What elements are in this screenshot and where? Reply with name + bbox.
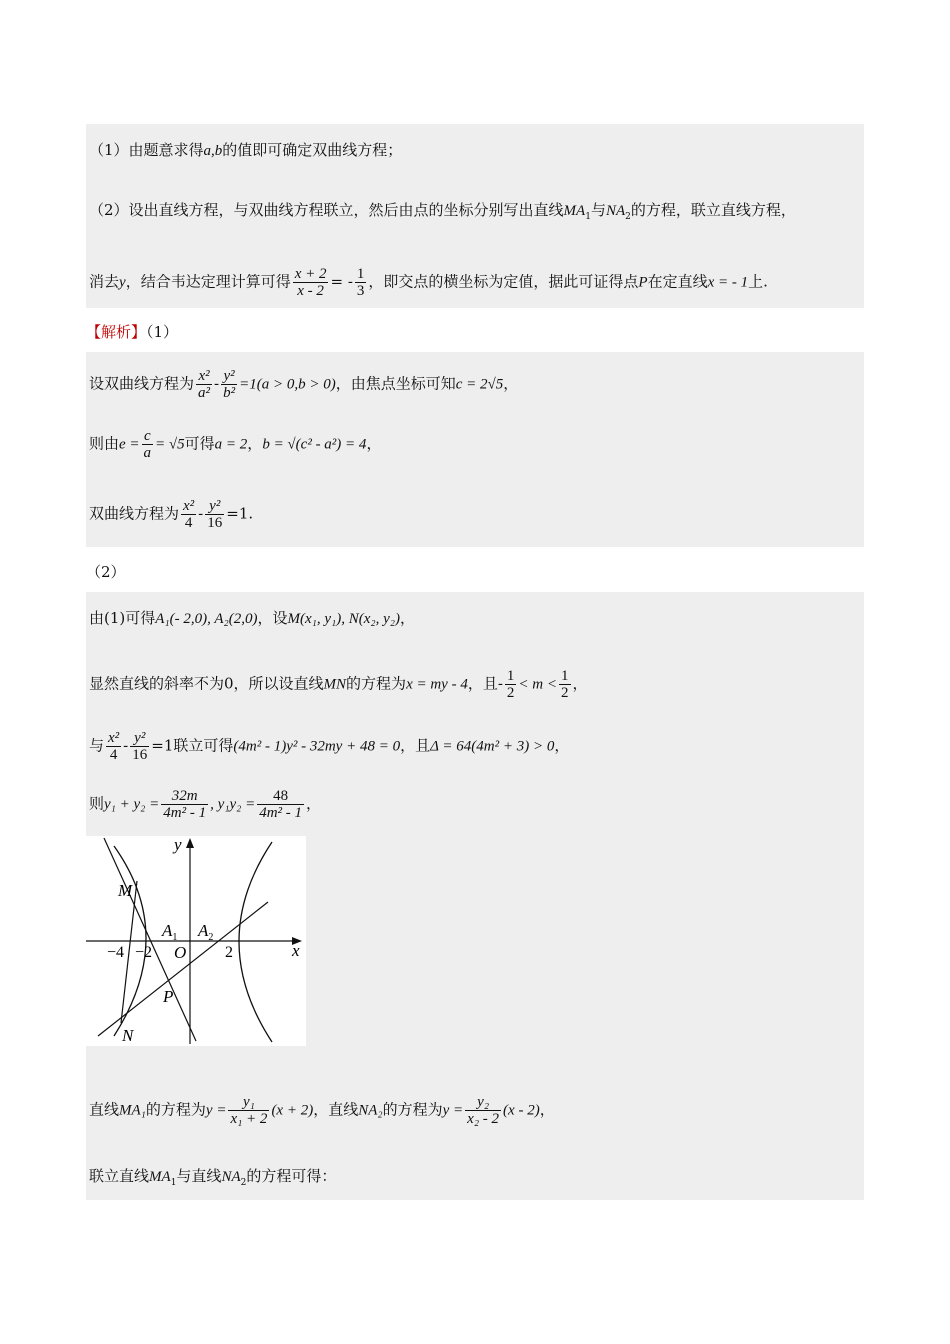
part2-line-6: 联立直线$MA_1$与直线$NA_2$的方程可得：: [89, 1167, 337, 1188]
fraction-y2-b2: $\frac{\text{y²}}{\text{b²}}$: [223, 368, 236, 401]
y-axis-arrow: [186, 838, 194, 848]
part2-line-2: 显然直线的斜率不为0，所以设直线MN的方程为x = my - 4，且- $\frac{1}{2}$ < m < $\frac{1}{2}$ ，: [89, 668, 588, 701]
part2-line-4: 则y₁ + y₂ = $\frac{32m}{\text{4m² - 1}}$ , y₁y₂ = $\frac{48}{\text{4m² - 1}}$ ，: [89, 788, 322, 821]
fraction-y2-x2: $\frac{\text{y₂}}{\text{x₂ - 2}}$: [467, 1094, 500, 1127]
fraction-y1-x1: $\frac{\text{y₁}}{\text{x₁ + 2}}$: [230, 1094, 268, 1127]
analysis-line-1: （1）由题意求得a,b的值即可确定双曲线方程；: [89, 141, 403, 159]
fraction-y2-16-b: $\frac{\text{y²}}{16}$: [132, 730, 148, 763]
label-P: P: [163, 987, 174, 1006]
hyperbola-svg: [86, 836, 306, 1046]
tick-2: 2: [225, 944, 233, 961]
fraction-product: $\frac{48}{\text{4m² - 1}}$: [259, 788, 303, 821]
fraction-half-left: $\frac{1}{2}$: [506, 668, 515, 701]
fraction-c-a: $\frac{c}{a}$: [143, 428, 152, 461]
label-A1: $A_1$: [162, 921, 178, 943]
label-x: x: [292, 941, 300, 960]
part1-line-2: 则由e = $\frac{c}{a}$ = √5可得a = 2，b = √(c² - a²) = 4，: [89, 428, 382, 461]
solution-label: 【解析】: [86, 323, 147, 341]
line-MA1: [104, 838, 196, 1041]
fraction-x2-a2: $\frac{\text{x²}}{\text{a²}}$: [198, 368, 211, 401]
fraction-y2-16: $\frac{\text{y²}}{16}$: [207, 498, 223, 531]
tick-neg4: −4: [107, 944, 125, 961]
fraction-x2-4: $\frac{\text{x²}}{4}$: [183, 498, 195, 531]
label-A2: $A_2$: [198, 921, 214, 943]
label-y: y: [174, 836, 182, 854]
fraction-half-right: $\frac{1}{2}$: [561, 668, 569, 701]
fraction-sum: $\frac{32m}{\text{4m² - 1}}$: [163, 788, 207, 821]
part2-line-3: 与 $\frac{\text{x²}}{4}$ - $\frac{\text{y²}}{16}$ =1联立可得(4m² - 1)y² - 32my + 48 = 0，且Δ = 64(4m² + 3) > 0，: [89, 730, 570, 763]
part1-line-3: 双曲线方程为 $\frac{\text{x²}}{4}$ - $\frac{\text{y²}}{16}$ =1.: [89, 498, 254, 531]
part2-line-5: 直线MA₁的方程为y = $\frac{\text{y₁}}{\text{x₁ + 2}}$ (x + 2)，直线NA₂的方程为y = $\frac{\text{y₂}}{\text{x₂ - 2}}$ (x - 2)，: [89, 1094, 555, 1127]
fraction-x2-4-b: $\frac{\text{x²}}{4}$: [108, 730, 120, 763]
part1-line-1: 设双曲线方程为 $\frac{\text{x²}}{\text{a²}}$ - $\frac{\text{y²}}{\text{b²}}$ =1(a > 0,b > 0)，由焦点坐标可知c = 2√5，: [89, 368, 519, 401]
analysis-line-3: 消去y，结合韦达定理计算可得 $\frac{x + 2}{x - 2}$ = - $\frac{1}{3}$ ，即交点的横坐标为定值，据此可证得点P在定直线x = - 1上.: [89, 266, 768, 299]
fraction-x-ratio: $\frac{x + 2}{x - 2}$: [294, 266, 327, 299]
line-NA2: [98, 902, 268, 1036]
label-M: M: [118, 881, 133, 900]
tick-neg2: −2: [135, 944, 153, 961]
hyperbola-right-branch: [239, 842, 272, 1042]
analysis-line-2: （2）设出直线方程，与双曲线方程联立，然后由点的坐标分别写出直线$MA_1$与$NA_2$的方程，联立直线方程，: [89, 201, 796, 222]
label-N: N: [122, 1026, 134, 1045]
fraction-one-third: $\frac{1}{3}$: [356, 266, 365, 299]
hyperbola-figure: [86, 836, 306, 1046]
solution-heading: 【解析】（1）: [86, 323, 179, 341]
part2-label: （2）: [86, 563, 126, 581]
part2-line-1: 由(1)可得A₁(- 2,0), A₂(2,0)，设M(x₁, y₁), N(x₂, y₂)，: [89, 609, 415, 627]
label-O: O: [174, 943, 187, 962]
